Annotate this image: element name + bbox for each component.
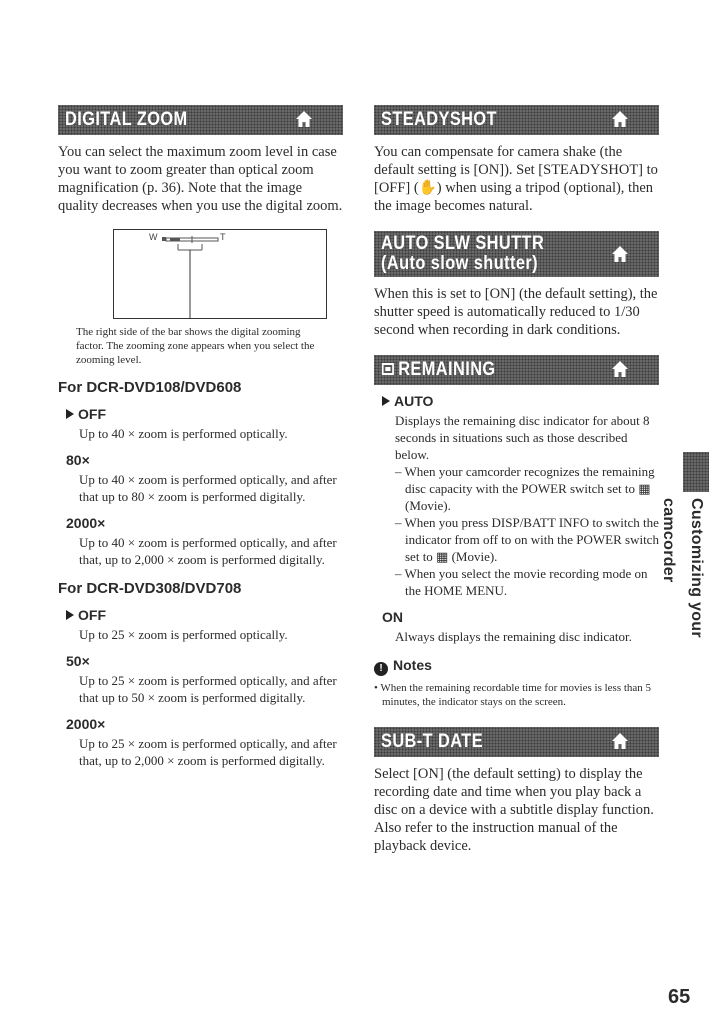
left-column: [58, 105, 343, 769]
auto-slw-shuttr-heading: [374, 231, 659, 277]
option-desc: Up to 40 × zoom is performed optically.: [79, 426, 288, 441]
default-marker-icon: [66, 409, 74, 419]
digital-zoom-heading: [58, 105, 343, 135]
option-label: 50×: [66, 653, 90, 669]
digital-zoom-title: DIGITAL ZOOM: [65, 109, 188, 130]
model-a-options: [58, 406, 343, 568]
note-text: • When the remaining recordable time for movies is less than 5 minutes, the indicator stays on the screen.: [374, 682, 652, 708]
auto-slw-shuttr-subtitle: (Auto slow shutter): [381, 253, 539, 274]
steadyshot-body: You can compensate for camera shake (the default setting is [ON]). Set [STEADYSHOT] to [OFF] (✋) when using a tripod (optional), then the image becomes natural.: [374, 144, 658, 214]
option-desc: Up to 40 × zoom is performed optically, and after that up to 80 × zoom is performed digitally.: [79, 472, 337, 504]
notes-heading: ! Notes: [374, 657, 659, 676]
zoom-caption: The right side of the bar shows the digital zooming factor. The zooming zone appears when you select the zooming level.: [76, 326, 315, 366]
option-label: AUTO: [382, 393, 659, 409]
option-label: OFF: [66, 406, 343, 422]
auto-slw-shuttr-body: When this is set to [ON] (the default setting), the shutter speed is automatically reduced to 1/30 second when recording in dark conditions.: [374, 286, 658, 338]
remaining-on-desc: Always displays the remaining disc indicator.: [395, 629, 632, 644]
remaining-auto-desc: Displays the remaining disc indicator for about 8 seconds in situations such as those described below.: [395, 413, 650, 462]
auto-slw-shuttr-title: AUTO SLW SHUTTR: [381, 233, 545, 254]
model-heading-a: For DCR-DVD108/DVD608: [58, 379, 242, 396]
remaining-bullet: – When you press DISP/BATT INFO to switch the indicator from off to on with the POWER switch set to ▦ (Movie).: [395, 515, 659, 564]
home-icon: [611, 110, 629, 128]
disc-icon: [381, 361, 395, 377]
remaining-title: REMAINING: [398, 359, 496, 380]
model-heading-b: For DCR-DVD308/DVD708: [58, 580, 242, 597]
sub-t-date-body: Select [ON] (the default setting) to display the recording date and time when you play back a disc on a device with a subtitle display function. Also refer to the instruction manual of the playback device.: [374, 766, 654, 854]
option-desc: Up to 25 × zoom is performed optically.: [79, 627, 288, 642]
default-marker-icon: [382, 396, 390, 406]
option-desc: Up to 40 × zoom is performed optically, and after that, up to 2,000 × zoom is performed digitally.: [79, 535, 337, 567]
steadyshot-heading: [374, 105, 659, 135]
option-label: 80×: [66, 452, 90, 468]
model-b-options: [58, 607, 343, 769]
option-label: 2000×: [66, 515, 106, 531]
option-label: 2000×: [66, 716, 106, 732]
zoom-figure: [113, 229, 327, 319]
steadyshot-title: STEADYSHOT: [381, 109, 497, 130]
sub-t-date-title: SUB-T DATE: [381, 731, 484, 752]
option-desc: Up to 25 × zoom is performed optically, and after that up to 50 × zoom is performed digitally.: [79, 673, 337, 705]
side-tab-label: Customizing your camcorder: [660, 498, 705, 638]
notes-icon: !: [374, 662, 388, 676]
remaining-bullet: – When your camcorder recognizes the remaining disc capacity with the POWER switch set to ▦ (Movie).: [395, 464, 655, 513]
page-number: 65: [668, 986, 691, 1008]
option-label: OFF: [66, 607, 343, 623]
home-icon: [611, 245, 629, 263]
zoom-bar-illustration: [114, 230, 326, 318]
sub-t-date-heading: [374, 727, 659, 757]
remaining-heading: [374, 355, 659, 385]
home-icon: [611, 732, 629, 750]
remaining-bullet: – When you select the movie recording mode on the HOME MENU.: [395, 566, 648, 598]
option-label: ON: [382, 609, 403, 625]
zoom-w-label: W: [149, 232, 158, 242]
default-marker-icon: [66, 610, 74, 620]
right-column: [374, 105, 659, 855]
zoom-t-label: T: [220, 232, 226, 242]
digital-zoom-intro: You can select the maximum zoom level in case you want to zoom greater than optical zoom magnification (p. 36). Note that the image quality decreases when you use the digital zoom.: [58, 144, 343, 214]
home-icon: [611, 360, 629, 378]
option-desc: Up to 25 × zoom is performed optically, and after that, up to 2,000 × zoom is performed digitally.: [79, 736, 337, 768]
side-tab-block: [683, 452, 709, 492]
home-icon: [295, 110, 313, 128]
